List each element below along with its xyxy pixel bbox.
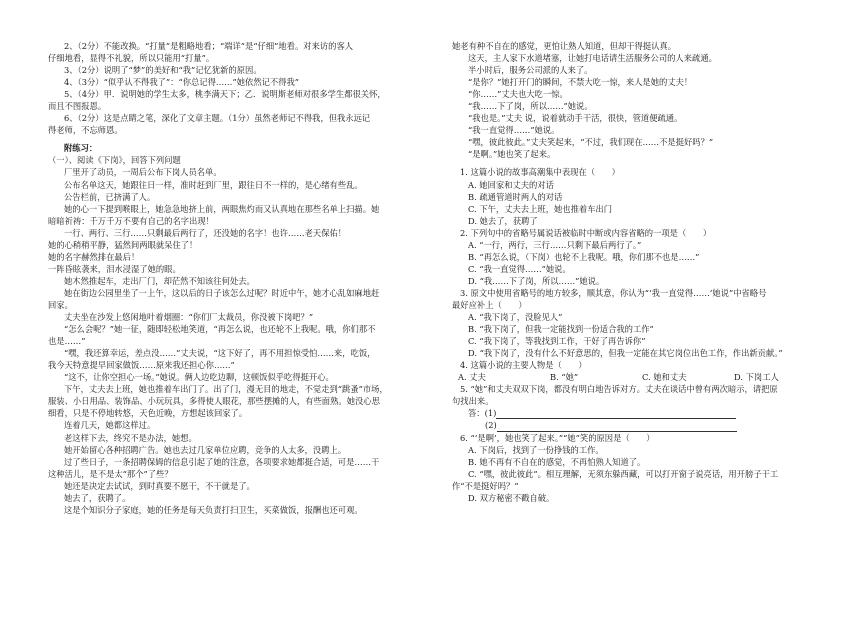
story-line: 回家。: [48, 299, 73, 310]
story-line: 这天，主人家下水道堵塞，让她打电话请生活服务公司的人来疏通。: [468, 53, 717, 64]
story-line: “我一直觉得……”她说。: [468, 125, 560, 136]
story-line: 她木然推起车，走出厂门，却茫然不知该往何处去。: [64, 275, 255, 286]
question-6: 6. “‘是啊’，她也笑了起来。”“她”笑的原因是（ ）: [460, 432, 655, 443]
answer-label: 答：: [468, 408, 485, 419]
story-line: 她去了，获聘了。: [64, 492, 131, 503]
story-line: 她的心稍稍平静，猛然间两眼就呆住了！: [48, 239, 198, 250]
story-line: 细看，只是不停地转悠，天色近晚，方想起该回家了。: [48, 408, 248, 419]
reading-intro: （一）、阅读《下岗》，回答下列问题: [48, 155, 181, 166]
story-line: 这是个知识分子家庭，她的任务是每天负责打扫卫生，买菜做饭，报酬也还可观。: [64, 504, 363, 515]
answer-line: 得老师，不忘师恩。: [48, 125, 123, 136]
story-line: “是啊。”她也笑了起来。: [468, 149, 556, 160]
option-b: B. “我下岗了，但我一定能找到一份适合我的工作”: [468, 324, 654, 335]
option-c: C. “嘿，彼此彼此”。相互理解，无须东躲西藏，可以打开窗子说亮话，用开膀子干工: [468, 468, 779, 479]
option-d: D. “我下岗了，没有什么不好意思的，但我一定能在其它岗位出色工作，作出新贡献。”: [468, 348, 783, 359]
story-line: 暗暗祈祷：千万千万不要有自己的名字出现！: [48, 215, 214, 226]
story-line: 她还是决定去试试，到时真要不愿干，不干就是了。: [64, 480, 255, 491]
story-line: 她的心一下提到喉眼上，她急急地挤上前，两眼焦灼而又认真地在那些名单上扫描。她: [64, 203, 380, 214]
story-line: 也是……”: [48, 336, 86, 347]
story-line: “嘿，彼此彼此。”丈夫笑起来，“不过，我们现在……不是挺好吗？”: [468, 137, 714, 148]
option-c: C. “我下岗了，等我找到工作，干好了再告诉你”: [468, 336, 646, 347]
answer-number: (2): [485, 420, 497, 431]
answer-line: 仔细地看，显得不礼貌，所以只能用“打量”。: [48, 53, 215, 64]
story-line: 丈夫坐在沙发上悠闲地叶着烟圈：“你们厂太裁员，你没被下岗吧？”: [64, 312, 314, 323]
option-a: A. “一行，两行，三行……只剩下最后两行了。”: [468, 239, 642, 250]
question-2: 2. 下列句中的省略号属说话被临时中断或内容省略的一项是（ ）: [460, 227, 712, 238]
practice-title: 附练习：: [64, 143, 98, 154]
story-line: 我今天特意提早回家做饭……原来我还担心你……”: [48, 360, 235, 371]
option-c: C. 下午，丈夫去上班，她也推着车出门: [468, 203, 613, 214]
answer-line: 3、（2分）说明了“梦”的美好和“我”记忆犹新的原因。: [64, 65, 262, 76]
option-d: D. 她去了，获聘了: [468, 215, 538, 226]
story-line: 这种活儿，是不是太“那个”了些？: [48, 468, 173, 479]
story-line: “我也是。”丈夫 说，说着就动手干活，很快，管道便疏通。: [468, 113, 683, 124]
option-c: C. “我一直觉得……”她说。: [468, 263, 571, 274]
story-line: 公告栏前，已挤满了人。: [64, 191, 156, 202]
question-1: 1. 这篇小说的故事高潮集中表现在（ ）: [460, 167, 620, 178]
story-line: 一行、两行、三行……只剩最后两行了，还没她的名字！也许……老天保佑！: [64, 227, 347, 238]
story-line: 她开始留心各种招聘广告。她也去过几家单位应聘，竞争的人太多，没聘上。: [64, 444, 347, 455]
answer-line: 4、（3分）“似乎认不得我了”：“你总记得……”她依然记不得我”: [64, 77, 300, 88]
option-b: B. “她”: [550, 372, 579, 383]
option-a: A. 下岗后，找到了一份挣钱的工作。: [468, 444, 604, 455]
option-c: C. 她和丈夫: [642, 372, 687, 383]
answer-line: 2、（2分）不能改换。“打量”是粗略地看；“端详”是“仔细”地看。对来访的客人: [64, 41, 354, 51]
question-5: 5. “她”和丈夫双双下岗，都没有明白地告诉对方。丈夫在谈话中曾有两次暗示，请把原: [460, 384, 778, 395]
story-line: 过了些日子，一条招聘保姆的信息引起了她的注意，各项要求她都挺合适，可是……干: [64, 456, 380, 467]
story-line: 半小时后，服务公司派的人来了。: [468, 65, 593, 76]
question-4: 4. 这篇小说的主要人物是（ ）: [460, 360, 587, 371]
story-line: “是你？”她打开门的瞬间，不禁大吃一惊，来人是她的丈夫！: [468, 77, 693, 88]
story-line: 连着几天，她都这样过。: [64, 420, 156, 431]
answer-line-2: [452, 419, 832, 431]
answer-line-1: [452, 407, 832, 419]
story-line: “嘿，我还算幸运，差点没……”丈夫说，“这下好了，再不用担惊受怕……来，吃饭，: [64, 348, 376, 359]
option-d: D. “我……下了岗，所以……”她说。: [468, 275, 605, 286]
answer-blank: [497, 422, 737, 432]
story-line: “怎么会呢？”她一征，随即轻松地笑道，“再怎么说，也还轮不上我呢。哦，你们那不: [64, 324, 376, 335]
answer-blank: [496, 409, 736, 419]
story-line: “你……”丈夫也大吃一惊。: [468, 89, 568, 100]
option-d: D. 双方秘密不戳自破。: [468, 492, 555, 503]
answer-line: 6、（2分）这是点睛之笔，深化了文章主题。（1分）虽然老师记不得我，但我永远记: [64, 113, 371, 124]
story-line: 公布名单这天，她跟往日一样，准时赶到厂里，跟往日不一样的，是心绪有些乱。: [64, 179, 363, 190]
answer-line: 而且不图报恩。: [48, 101, 107, 112]
option-b: B. 她不再有不自在的感觉，不再怕熟人知道了。: [468, 456, 646, 467]
question-4-options: [452, 371, 832, 383]
story-line: “这不，让你空担心一场。”她说。俩人边吃边聊，这顿饭似乎吃得挺开心。: [64, 372, 334, 383]
option-a: A. “我下岗了，没脸见人”: [468, 312, 563, 323]
story-line: 下午，丈夫去上班，她也推着车出门了。出了门，漫无目的地走，不觉走到“跳蚤”市场，: [64, 384, 388, 395]
left-column: [48, 40, 428, 516]
story-line: 厂里开了动员，一周后公布下岗人员名单。: [64, 167, 222, 178]
option-a: A. 她回家和丈夫的对话: [468, 179, 554, 190]
option-a: A. 丈夫: [458, 372, 486, 383]
option-c-cont: 作“不是挺好吗？”: [452, 480, 519, 491]
answer-line: 5、（4分）甲．说明她的学生太多，桃李满天下；乙．说明斯老师对很多学生都很关怀，: [64, 89, 386, 100]
story-line: 一阵昏眩袭来，泪水浸湿了她的眼。: [48, 263, 181, 274]
story-line: 服装、小日用品、装饰品、小玩玩具，多得使人眼花，那些摆摊的人，有些面熟。她没心思: [48, 396, 380, 407]
story-line: 老这样下去，终究不是办法，她想。: [64, 432, 197, 443]
option-b: B. “再怎么说，（下岗）也轮不上我呢。哦，你们那不也是……”: [468, 251, 700, 262]
option-b: B. 疏通管道时两人的对话: [468, 191, 563, 202]
answer-number: (1): [484, 408, 497, 419]
option-d: D. 下岗工人: [734, 372, 779, 383]
story-line: 她的名字赫然排在最后！: [48, 251, 140, 262]
question-3-cont: 最好应补上（ ）: [452, 299, 527, 310]
story-line: 她老有种不自在的感觉，更怕让熟人知道，但却干得挺认真。: [452, 41, 677, 51]
story-line: 她在街边公园里坐了一上午，这以后的日子该怎么过呢？时近中午，她才心乱如麻地赶: [64, 287, 380, 298]
question-5-cont: 句找出来。: [452, 396, 494, 407]
question-3: 3. 原文中使用省略号的地方较多，顺其意，你认为“‘我一直觉得……’她说”中省略号: [460, 287, 767, 298]
right-column: [452, 40, 832, 504]
story-line: “我……下了岗，所以……”她说。: [468, 101, 593, 112]
